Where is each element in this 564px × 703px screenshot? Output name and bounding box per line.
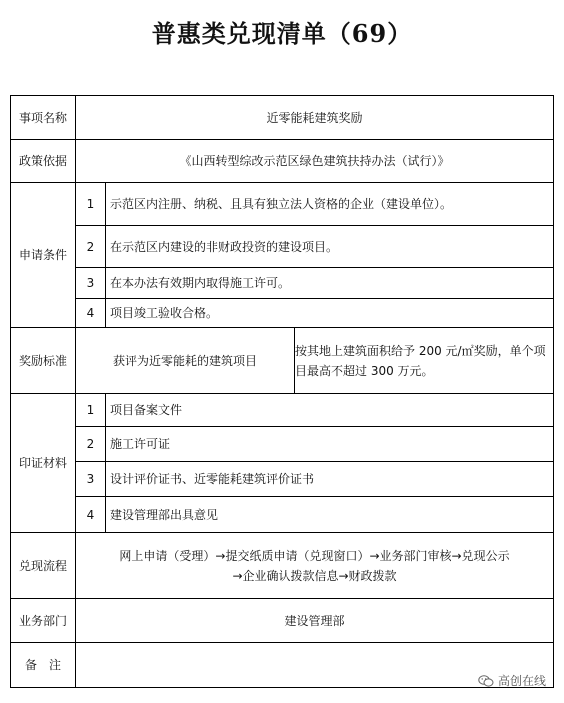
- page-title: 普惠类兑现清单（69）: [151, 19, 413, 48]
- material-number: 2: [86, 437, 95, 451]
- wechat-icon: [478, 675, 494, 687]
- watermark-text: 高创在线: [497, 674, 546, 688]
- table-border-right: [553, 95, 554, 688]
- condition-number: 3: [86, 276, 95, 290]
- process-line: →企业确认拨款信息→财政拨款: [232, 568, 397, 583]
- condition-number: 4: [86, 306, 95, 320]
- reward-amount-line: 目最高不超过 300 万元。: [295, 363, 434, 378]
- table-border-bottom: [10, 687, 554, 688]
- condition-text: 在示范区内建设的非财政投资的建设项目。: [110, 239, 339, 254]
- remarks-label: 备 注: [24, 658, 61, 672]
- condition-number: 2: [86, 239, 95, 254]
- department-label: 业务部门: [18, 613, 67, 628]
- reward-amount-line: 按其地上建筑面积给予 200 元/㎡奖励，单个项: [295, 343, 546, 358]
- item-name-label: 事项名称: [18, 110, 67, 125]
- redemption-table: [10, 95, 554, 688]
- material-text: 施工许可证: [110, 437, 171, 451]
- department-value: 建设管理部: [284, 613, 345, 628]
- material-number: 3: [86, 472, 95, 486]
- reward-amount: [295, 328, 553, 393]
- condition-number: 1: [86, 197, 95, 211]
- policy-basis-value: 《山西转型综改示范区绿色建筑扶持办法（试行）》: [179, 154, 450, 168]
- reward-label: 奖励标准: [18, 353, 67, 368]
- item-name-value: 近零能耗建筑奖励: [266, 110, 363, 125]
- process-flow: [76, 533, 553, 598]
- condition-text: 示范区内注册、纳税、且具有独立法人资格的企业（建设单位）。: [110, 197, 453, 211]
- process-line: 网上申请（受理）→提交纸质申请（兑现窗口）→业务部门审核→兑现公示: [119, 548, 510, 563]
- condition-text: 项目竣工验收合格。: [110, 306, 219, 320]
- material-number: 4: [86, 507, 95, 522]
- process-label: 兑现流程: [18, 558, 67, 573]
- material-text: 建设管理部出具意见: [110, 507, 219, 522]
- material-number: 1: [86, 403, 95, 417]
- conditions-label: 申请条件: [18, 248, 67, 262]
- policy-basis-label: 政策依据: [18, 154, 67, 168]
- condition-text: 在本办法有效期内取得施工许可。: [110, 276, 291, 290]
- materials-label: 印证材料: [18, 456, 67, 470]
- watermark: [478, 672, 546, 689]
- material-text: 项目备案文件: [110, 403, 183, 417]
- reward-category: 获评为近零能耗的建筑项目: [112, 353, 257, 368]
- material-text: 设计评价证书、近零能耗建筑评价证书: [110, 472, 315, 486]
